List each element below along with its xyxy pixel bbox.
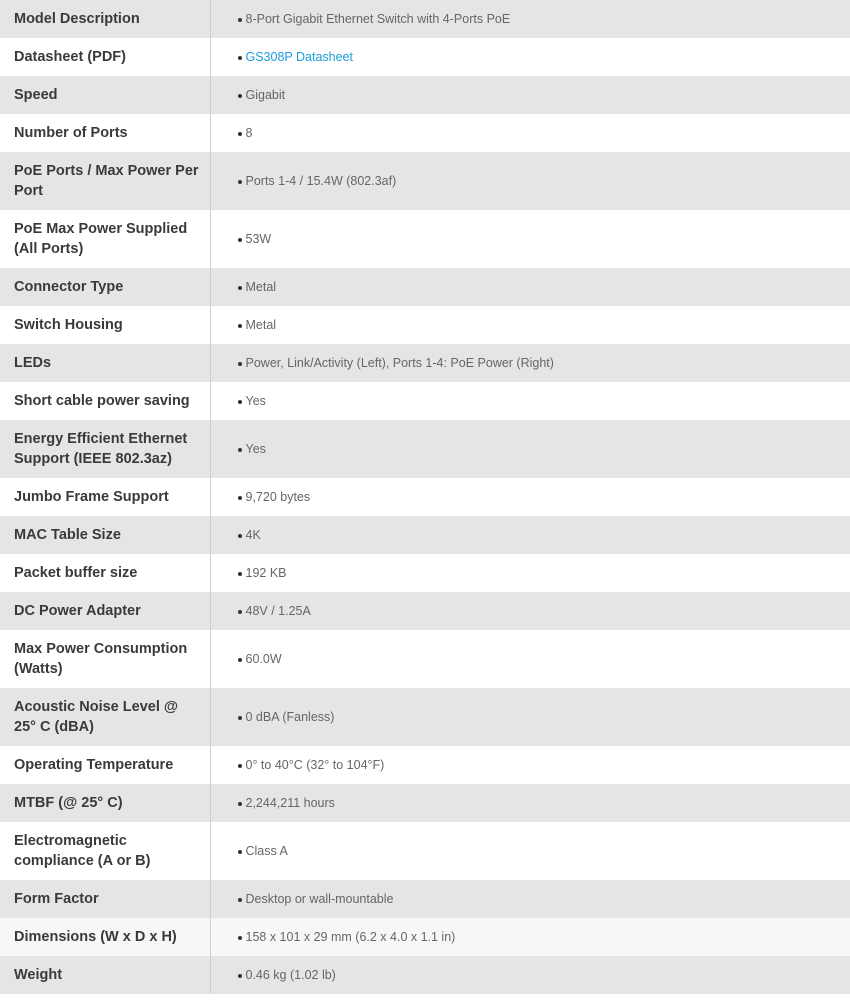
spec-value: Yes bbox=[245, 394, 266, 408]
spec-value: 192 KB bbox=[245, 566, 287, 580]
bullet-icon bbox=[238, 18, 242, 22]
bullet-icon bbox=[238, 362, 242, 366]
spec-label: Switch Housing bbox=[0, 306, 210, 344]
bullet-icon bbox=[238, 324, 242, 328]
spec-value: Metal bbox=[245, 318, 277, 332]
spec-label: Connector Type bbox=[0, 268, 210, 306]
spec-value-cell bbox=[210, 630, 850, 688]
spec-value: 0° to 40°C (32° to 104°F) bbox=[245, 758, 385, 772]
spec-value-cell bbox=[210, 268, 850, 306]
bullet-icon bbox=[238, 764, 242, 768]
spec-value-cell bbox=[210, 210, 850, 268]
spec-row-poe-ports bbox=[0, 152, 850, 210]
spec-value-cell bbox=[210, 38, 850, 76]
spec-label: Short cable power saving bbox=[0, 382, 210, 420]
bullet-icon bbox=[238, 850, 242, 854]
bullet-icon bbox=[238, 658, 242, 662]
spec-row-jumbo-frame bbox=[0, 478, 850, 516]
bullet-icon bbox=[238, 974, 242, 978]
spec-value-cell bbox=[210, 306, 850, 344]
spec-value: 0 dBA (Fanless) bbox=[245, 710, 335, 724]
spec-row-dc-power bbox=[0, 592, 850, 630]
bullet-icon bbox=[238, 496, 242, 500]
spec-label: Acoustic Noise Level @ 25° C (dBA) bbox=[0, 688, 210, 746]
spec-row-energy-efficient bbox=[0, 420, 850, 478]
spec-value-cell bbox=[210, 592, 850, 630]
spec-label: LEDs bbox=[0, 344, 210, 382]
spec-row-leds bbox=[0, 344, 850, 382]
spec-label: Number of Ports bbox=[0, 114, 210, 152]
spec-value-cell bbox=[210, 784, 850, 822]
spec-value-cell bbox=[210, 152, 850, 210]
spec-value-cell bbox=[210, 0, 850, 38]
bullet-icon bbox=[238, 286, 242, 290]
spec-value: Desktop or wall-mountable bbox=[245, 892, 394, 906]
spec-value-cell bbox=[210, 76, 850, 114]
spec-value-cell bbox=[210, 688, 850, 746]
spec-row-weight bbox=[0, 956, 850, 994]
spec-row-operating-temp bbox=[0, 746, 850, 784]
spec-value: Ports 1-4 / 15.4W (802.3af) bbox=[245, 174, 397, 188]
bullet-icon bbox=[238, 716, 242, 720]
spec-value-cell bbox=[210, 880, 850, 918]
bullet-icon bbox=[238, 572, 242, 576]
spec-value: Power, Link/Activity (Left), Ports 1-4: PoE Power (Right) bbox=[245, 356, 554, 370]
spec-label: Datasheet (PDF) bbox=[0, 38, 210, 76]
spec-value-cell bbox=[210, 344, 850, 382]
spec-value: Yes bbox=[245, 442, 266, 456]
spec-value-cell bbox=[210, 114, 850, 152]
spec-value: Metal bbox=[245, 280, 277, 294]
spec-value: 0.46 kg (1.02 lb) bbox=[245, 968, 336, 982]
bullet-icon bbox=[238, 132, 242, 136]
bullet-icon bbox=[238, 180, 242, 184]
spec-label: Model Description bbox=[0, 0, 210, 38]
spec-label: Weight bbox=[0, 956, 210, 994]
spec-label: Form Factor bbox=[0, 880, 210, 918]
spec-value: 8-Port Gigabit Ethernet Switch with 4-Ports PoE bbox=[245, 12, 511, 26]
bullet-icon bbox=[238, 936, 242, 940]
bullet-icon bbox=[238, 610, 242, 614]
bullet-icon bbox=[238, 238, 242, 242]
spec-row-number-of-ports bbox=[0, 114, 850, 152]
spec-row-acoustic-noise bbox=[0, 688, 850, 746]
spec-value: 2,244,211 hours bbox=[245, 796, 335, 810]
spec-value: 9,720 bytes bbox=[245, 490, 311, 504]
spec-row-packet-buffer bbox=[0, 554, 850, 592]
spec-value-cell bbox=[210, 478, 850, 516]
spec-value: 4K bbox=[245, 528, 261, 542]
bullet-icon bbox=[238, 400, 242, 404]
spec-value: 8 bbox=[245, 126, 253, 140]
spec-row-model-description bbox=[0, 0, 850, 38]
spec-value: 53W bbox=[245, 232, 272, 246]
spec-label: MAC Table Size bbox=[0, 516, 210, 554]
bullet-icon bbox=[238, 56, 242, 60]
spec-row-form-factor bbox=[0, 880, 850, 918]
spec-row-dimensions bbox=[0, 918, 850, 956]
spec-value: 158 x 101 x 29 mm (6.2 x 4.0 x 1.1 in) bbox=[245, 930, 456, 944]
bullet-icon bbox=[238, 898, 242, 902]
spec-label: Jumbo Frame Support bbox=[0, 478, 210, 516]
spec-value-cell bbox=[210, 956, 850, 994]
spec-value: Class A bbox=[245, 844, 288, 858]
spec-value-cell bbox=[210, 420, 850, 478]
spec-label: PoE Max Power Supplied (All Ports) bbox=[0, 210, 210, 268]
datasheet-link[interactable]: GS308P Datasheet bbox=[245, 50, 353, 64]
spec-value-cell bbox=[210, 516, 850, 554]
spec-value-cell bbox=[210, 822, 850, 880]
spec-row-mac-table bbox=[0, 516, 850, 554]
spec-label: Energy Efficient Ethernet Support (IEEE 802.3az) bbox=[0, 420, 210, 478]
spec-label: DC Power Adapter bbox=[0, 592, 210, 630]
spec-value: Gigabit bbox=[245, 88, 286, 102]
spec-value: 60.0W bbox=[245, 652, 282, 666]
spec-label: PoE Ports / Max Power Per Port bbox=[0, 152, 210, 210]
spec-row-datasheet bbox=[0, 38, 850, 76]
spec-label: Electromagnetic compliance (A or B) bbox=[0, 822, 210, 880]
spec-label: MTBF (@ 25° C) bbox=[0, 784, 210, 822]
spec-row-switch-housing bbox=[0, 306, 850, 344]
spec-label: Operating Temperature bbox=[0, 746, 210, 784]
spec-label: Speed bbox=[0, 76, 210, 114]
bullet-icon bbox=[238, 534, 242, 538]
spec-label: Packet buffer size bbox=[0, 554, 210, 592]
spec-label: Max Power Consumption (Watts) bbox=[0, 630, 210, 688]
spec-label: Dimensions (W x D x H) bbox=[0, 918, 210, 956]
spec-value-cell bbox=[210, 382, 850, 420]
bullet-icon bbox=[238, 802, 242, 806]
spec-value: 48V / 1.25A bbox=[245, 604, 311, 618]
spec-row-connector-type bbox=[0, 268, 850, 306]
spec-value-cell bbox=[210, 746, 850, 784]
spec-row-poe-max-power bbox=[0, 210, 850, 268]
bullet-icon bbox=[238, 94, 242, 98]
spec-row-max-power bbox=[0, 630, 850, 688]
spec-value-cell bbox=[210, 918, 850, 956]
spec-row-short-cable bbox=[0, 382, 850, 420]
spec-row-mtbf bbox=[0, 784, 850, 822]
spec-value-cell bbox=[210, 554, 850, 592]
spec-row-electromagnetic bbox=[0, 822, 850, 880]
bullet-icon bbox=[238, 448, 242, 452]
spec-row-speed bbox=[0, 76, 850, 114]
